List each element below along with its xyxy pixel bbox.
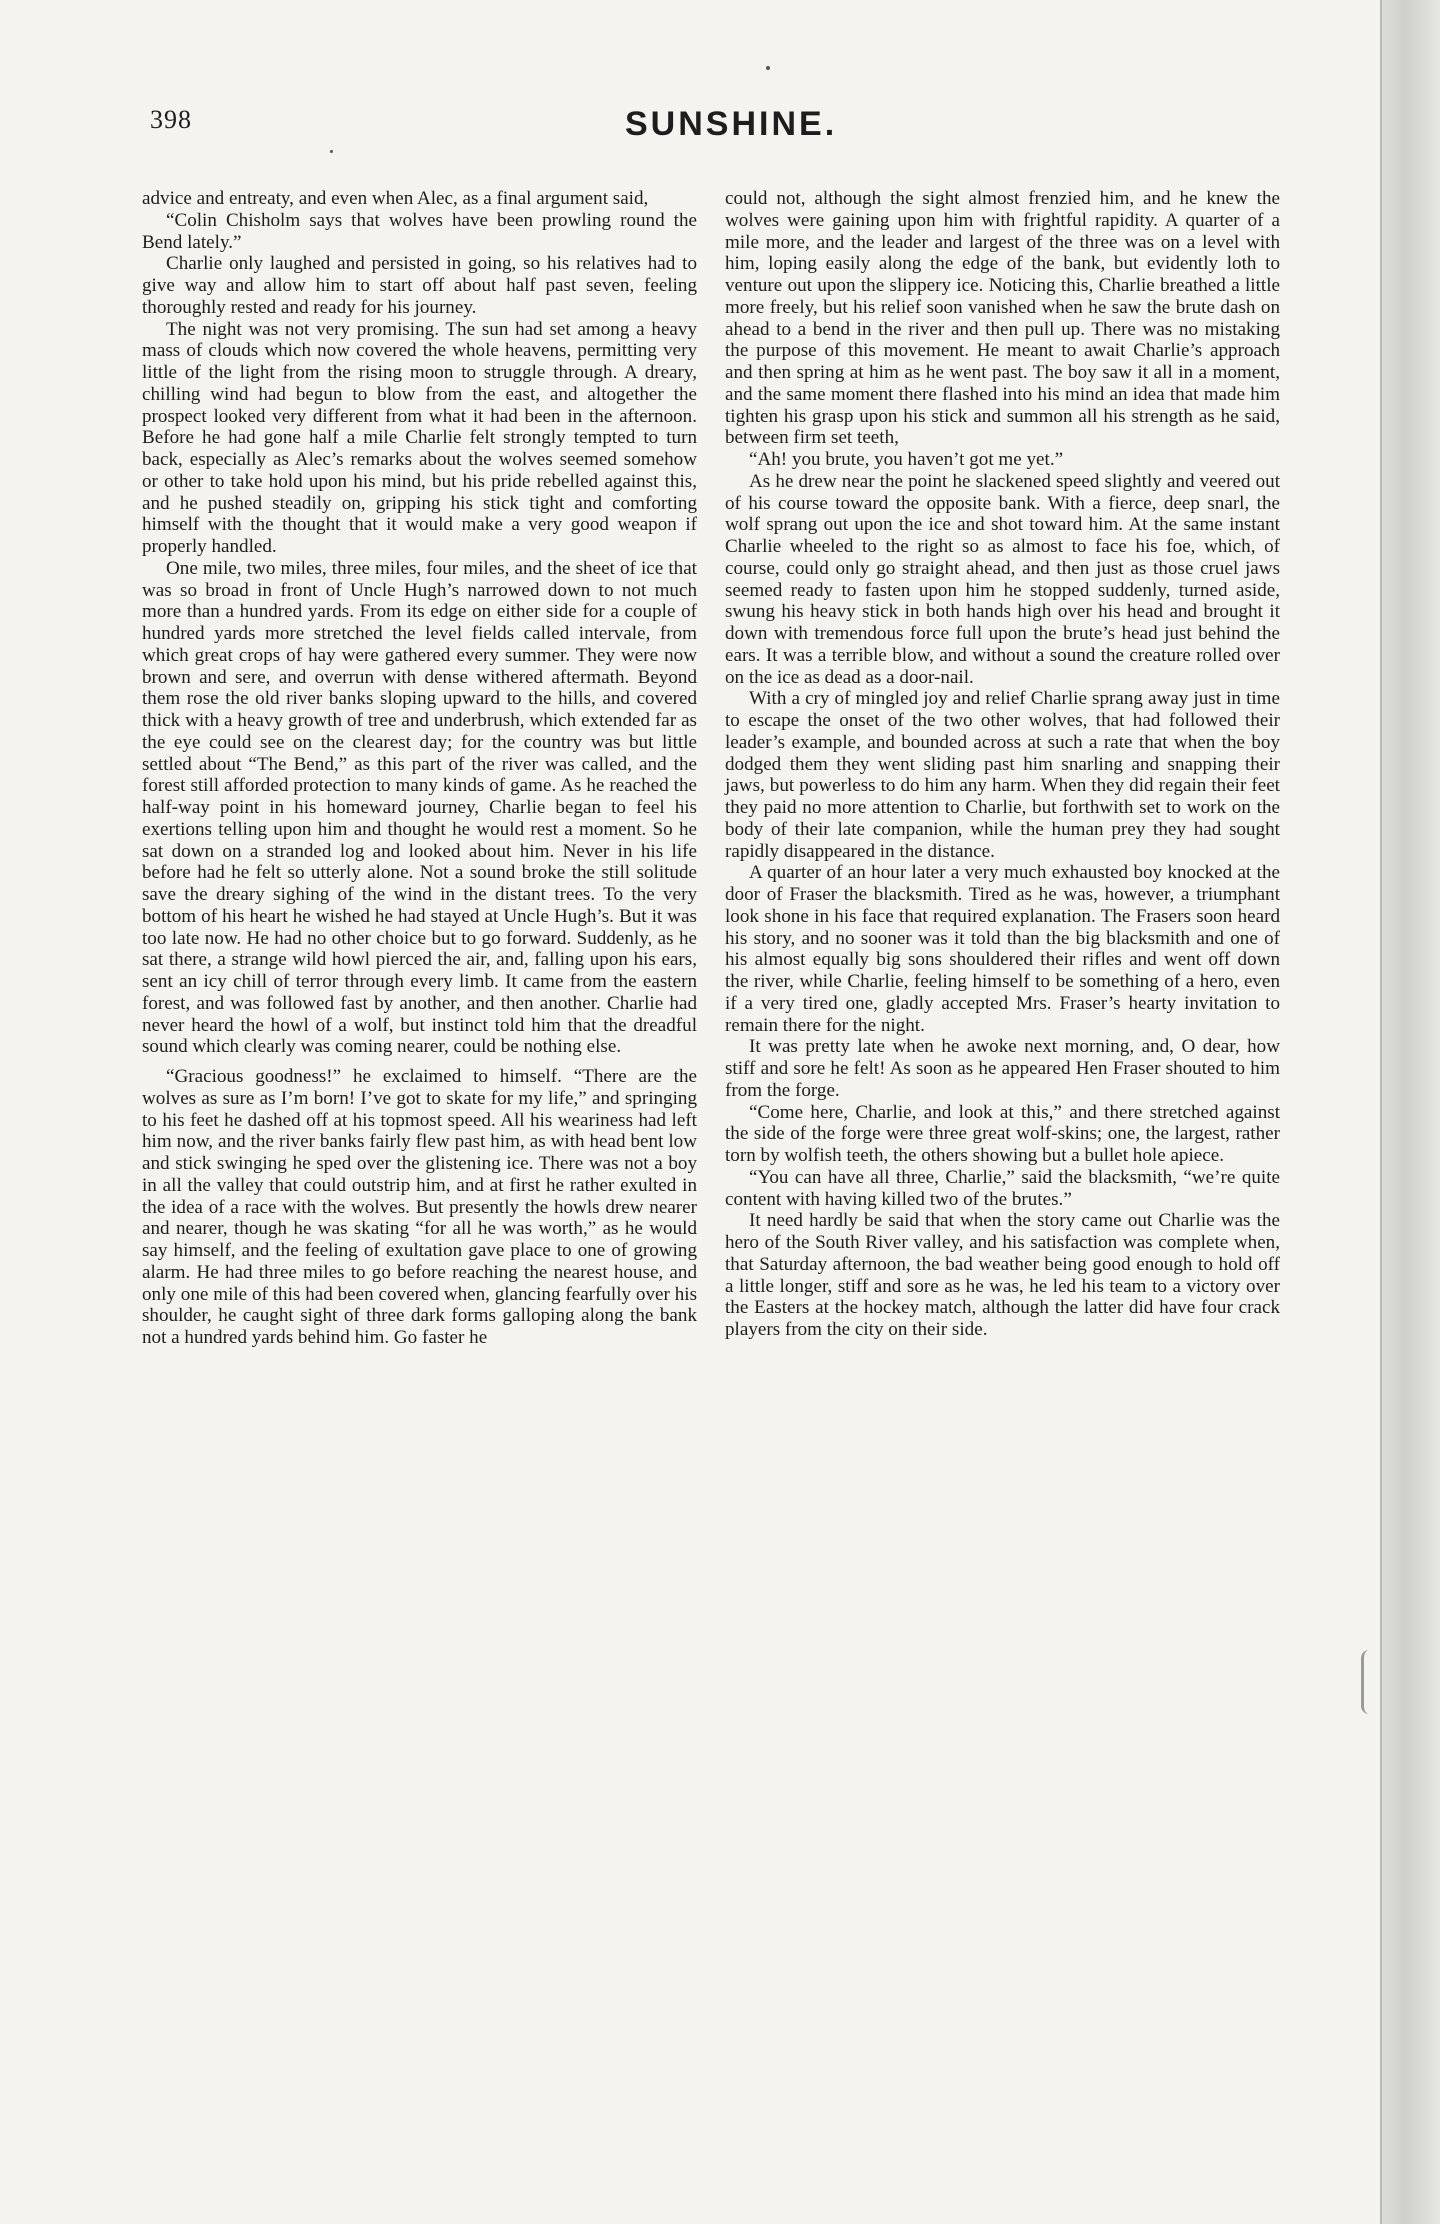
paragraph: With a cry of mingled joy and relief Charlie sprang away just in time to escape the onset of the two other wolves, that had followed their leader’s example, and bounded across at such a rate that when the boy dodged them they went sliding past him snarling and snapping their jaws, but powerless to do him any harm. When they did regain their feet they paid no more attention to Charlie, but forthwith set to work on the body of their late companion, while the human prey they had sought rapidly disappeared in the distance. xyxy=(725,688,1280,862)
page-edge xyxy=(1382,0,1440,2224)
paragraph: “Gracious goodness!” he exclaimed to himself. “There are the wolves as sure as I’m born! I’ve got to skate for my life,” and springing to his feet he dashed off at his topmost speed. All his weariness had left him now, and the river banks fairly flew past him, as with head bent low and stick swinging he sped over the glistening ice. There was not a boy in all the valley that could outstrip him, and at first he rather exulted in the idea of a race with the wolves. But presently the howls drew nearer and nearer, though he was skating “for all he was worth,” as he would say himself, and the feeling of exultation gave place to one of growing alarm. He had three miles to go before reaching the nearest house, and only one mile of this had been covered when, glancing fearfully over his shoulder, he caught sight of three dark forms galloping along the bank not a hundred yards behind him. Go faster he xyxy=(142,1066,697,1348)
paragraph: “Come here, Charlie, and look at this,” and there stretched against the side of the forge were three great wolf-skins; one, the largest, rather torn by wolfish teeth, the others showing but a bullet hole apiece. xyxy=(725,1101,1280,1166)
paragraph: advice and entreaty, and even when Alec, as a final argument said, xyxy=(142,188,649,209)
paragraph: The night was not very promising. The sun had set among a heavy mass of clouds which now covered the whole heavens, permitting very little of the light from the rising moon to struggle through. A dreary, chilling wind had begun to blow from the east, and altogether the prospect looked very different from what it had been in the afternoon. Before he had gone half a mile Charlie felt strongly tempted to turn back, especially as Alec’s remarks about the wolves seemed somehow or other to take hold upon his mind, but his pride rebelled against this, and he pushed steadily on, gripping his stick tight and comforting himself with the thought that it would make a very good weapon if properly handled. xyxy=(142,318,697,557)
paragraph: could not, although the sight almost frenzied him, and he knew the wolves were gaining upon him with frightful rapidity. A quarter of a mile more, and the leader and largest of the three was on a level with him, loping easily along the edge of the bank, but evidently loth to venture out upon the slippery ice. Noticing this, Charlie breathed a little more freely, but his relief soon vanished when he saw the brute dash on ahead to a bend in the river and then pull up. There was no mistaking the purpose of this movement. He meant to await Charlie’s approach and then spring at him as he went past. The boy saw it all in a moment, and the same moment there flashed into his mind an idea that made him tighten his grasp upon his stick and summon all his strength as he said, between firm set teeth, xyxy=(725,188,1280,449)
paragraph: “Ah! you brute, you haven’t got me yet.” xyxy=(749,449,1064,470)
paragraph: “Colin Chisholm says that wolves have been prowling round the Bend lately.” xyxy=(142,209,697,253)
page-number: 398 xyxy=(150,105,192,134)
paragraph: One mile, two miles, three miles, four miles, and the sheet of ice that was so broad in front of Uncle Hugh’s narrowed down to not much more than a hundred yards. From its edge on either side for a couple of hundred yards more stretched the level fields called intervale, from which great crops of hay were gathered every summer. They were now brown and sere, and overrun with dense withered aftermath. Beyond them rose the old river banks sloping upward to the hills, and covered thick with a heavy growth of tree and underbrush, which extended far as the eye could see on the clearest day; for the country was but little settled about “The Bend,” as this part of the river was called, and the forest still afforded protection to many kinds of game. As he reached the half-way point in his homeward journey, Charlie began to feel his exertions telling upon him and thought he would rest a moment. So he sat down on a stranded log and looked about him. Never in his life before had he felt so utterly alone. Not a sound broke the still solitude save the dreary sighing of the wind in the distant trees. To the very bottom of his heart he wished he had stayed at Uncle Hugh’s. But it was too late now. He had no other choice but to go forward. Suddenly, as he sat there, a strange wild howl pierced the air, and, falling upon his ears, sent an icy chill of terror through every limb. It came from the eastern forest, and was followed fast by another, and then another. Charlie had never heard the howl of a wolf, but instinct told him that the dreadful sound which clearly was coming nearer, could be nothing else. xyxy=(142,557,697,1058)
paragraph: Charlie only laughed and persisted in going, so his relatives had to give way and allow him to start off about half past seven, feeling thoroughly rested and ready for his journey. xyxy=(142,253,697,318)
page-header xyxy=(150,105,1260,155)
speck xyxy=(766,66,770,70)
paragraph: “You can have all three, Charlie,” said the blacksmith, “we’re quite content with having killed two of the brutes.” xyxy=(725,1166,1280,1210)
right-column xyxy=(725,188,1280,1341)
paragraph: A quarter of an hour later a very much exhausted boy knocked at the door of Fraser the blacksmith. Tired as he was, however, a triumphant look shone in his face that required explanation. The Frasers soon heard his story, and no sooner was it told than the big blacksmith and one of his almost equally big sons shouldered their rifles and went off down the river, while Charlie, feeling himself to be something of a hero, even if a very tired one, gladly accepted Mrs. Fraser’s hearty invitation to remain there for the night. xyxy=(725,862,1280,1036)
paragraph: It was pretty late when he awoke next morning, and, O dear, how stiff and sore he felt! As soon as he appeared Hen Fraser shouted to him from the forge. xyxy=(725,1036,1280,1101)
running-title: SUNSHINE. xyxy=(625,105,838,143)
margin-mark xyxy=(1361,1650,1378,1714)
left-column xyxy=(142,188,697,1349)
paragraph: It need hardly be said that when the story came out Charlie was the hero of the South River valley, and his satisfaction was complete when, that Saturday afternoon, the bad weather being good enough to hold off a little longer, stiff and sore as he was, he led his team to a victory over the Easters at the hockey match, although the latter did have four crack players from the city on their side. xyxy=(725,1210,1280,1340)
paragraph: As he drew near the point he slackened speed slightly and veered out of his course toward the opposite bank. With a fierce, deep snarl, the wolf sprang out upon the ice and shot toward him. At the same instant Charlie wheeled to the right so as almost to face his foe, which, of course, could only go straight ahead, and then just as those cruel jaws seemed ready to fasten upon him he stopped suddenly, turned aside, swung his heavy stick in both hands high over his head and brought it down with tremendous force full upon the brute’s head just behind the ears. It was a terrible blow, and without a sound the creature rolled over on the ice as dead as a door-nail. xyxy=(725,470,1280,688)
